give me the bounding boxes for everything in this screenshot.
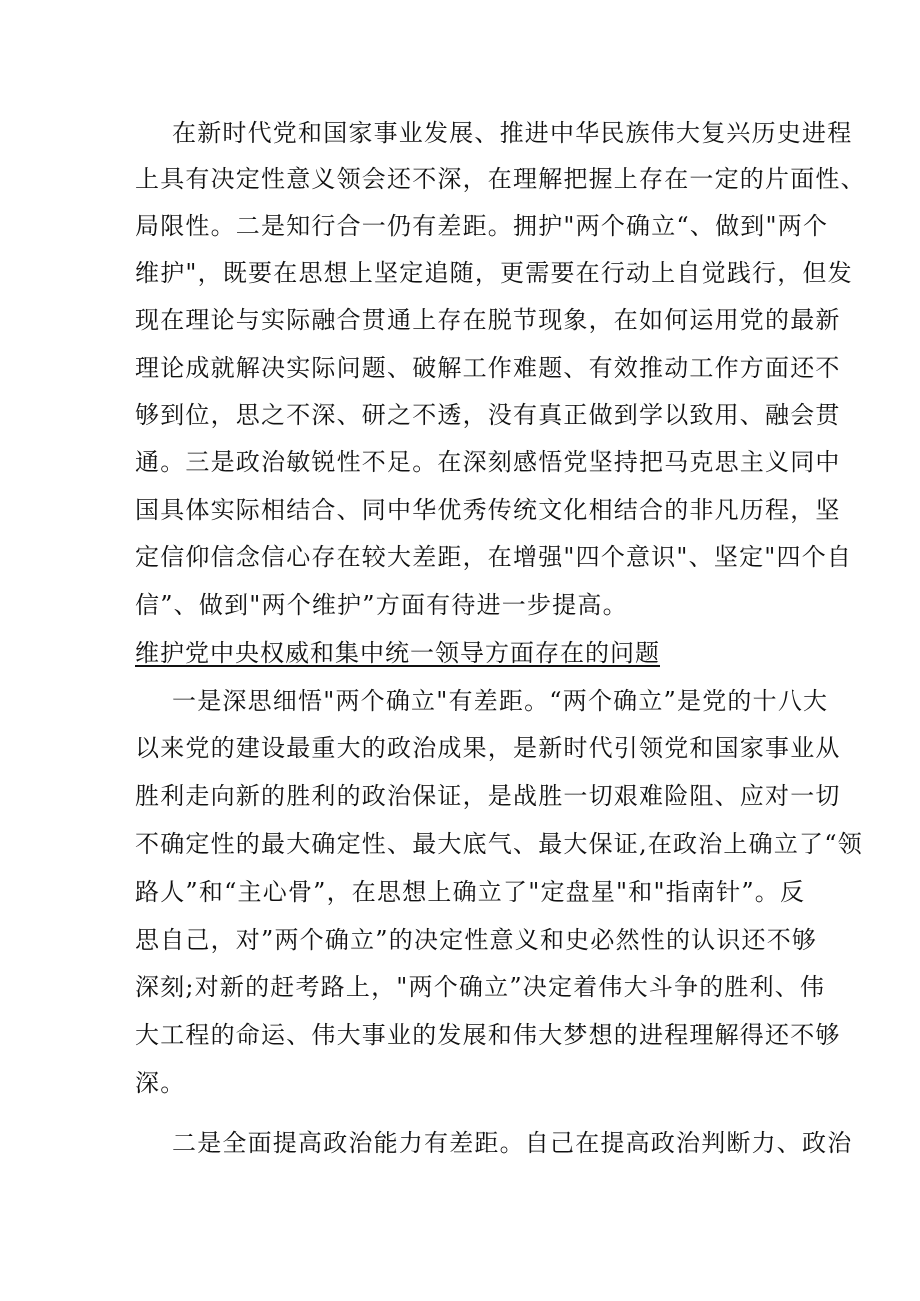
paragraph-2-line-1: 一是深思细悟"两个确立"有差距。“两个确立”是党的十八大 bbox=[172, 687, 829, 715]
paragraph-1-line-8: 通。三是政治敏锐性不足。在深刻感悟党坚持把马克思主义同中 bbox=[135, 448, 841, 476]
paragraph-1-line-11: 信”、做到"两个维护”方面有待进一步提高。 bbox=[135, 591, 628, 619]
paragraph-1-line-10: 定信仰信念信心存在较大差距，在增强"四个意识"、坚定"四个自 bbox=[135, 543, 853, 571]
paragraph-2-line-3: 胜利走向新的胜利的政治保证，是战胜一切艰难险阻、应对一切 bbox=[135, 782, 841, 810]
paragraph-2-line-6: 思自己，对”两个确立”的决定性意义和史必然性的认识还不够 bbox=[135, 926, 818, 954]
paragraph-2-line-5: 路人”和“主心骨”，在思想上确立了"定盘星"和"指南针”。反 bbox=[135, 878, 806, 906]
paragraph-1-line-7: 够到位，思之不深、研之不透，没有真正做到学以致用、融会贯 bbox=[135, 401, 841, 429]
paragraph-2-line-9: 深。 bbox=[135, 1069, 186, 1097]
paragraph-1-line-5: 现在理论与实际融合贯通上存在脱节现象，在如何运用党的最新 bbox=[135, 306, 841, 334]
paragraph-2-line-4: 不确定性的最大确定性、最大底气、最大保证,在政治上确立了“领 bbox=[135, 830, 863, 858]
paragraph-3-line-1: 二是全面提高政治能力有差距。自己在提高政治判断力、政治 bbox=[172, 1129, 853, 1157]
paragraph-2-line-7: 深刻;对新的赶考路上，"两个确立”决定着伟大斗争的胜利、伟 bbox=[135, 973, 826, 1001]
paragraph-1-line-6: 理论成就解决实际问题、破解工作难题、有效推动工作方面还不 bbox=[135, 354, 841, 382]
paragraph-1-line-2: 上具有决定性意义领会还不深，在理解把握上存在一定的片面性、 bbox=[135, 165, 866, 193]
paragraph-1-line-9: 国具体实际相结合、同中华优秀传统文化相结合的非凡历程，坚 bbox=[135, 496, 841, 524]
paragraph-2-line-2: 以来党的建设最重大的政治成果，是新时代引领党和国家事业从 bbox=[135, 734, 841, 762]
paragraph-1-line-4: 维护"，既要在思想上坚定追随，更需要在行动上自觉践行，但发 bbox=[135, 259, 853, 287]
paragraph-1-line-1: 在新时代党和国家事业发展、推进中华民族伟大复兴历史进程 bbox=[172, 119, 853, 147]
section-heading: 维护党中央权威和集中统一领导方面存在的问题 bbox=[135, 639, 660, 667]
paragraph-2-line-8: 大工程的命运、伟大事业的发展和伟大梦想的进程理解得还不够 bbox=[135, 1021, 841, 1049]
paragraph-1-line-3: 局限性。二是知行合一仍有差距。拥护"两个确立“、做到"两个 bbox=[135, 212, 829, 240]
